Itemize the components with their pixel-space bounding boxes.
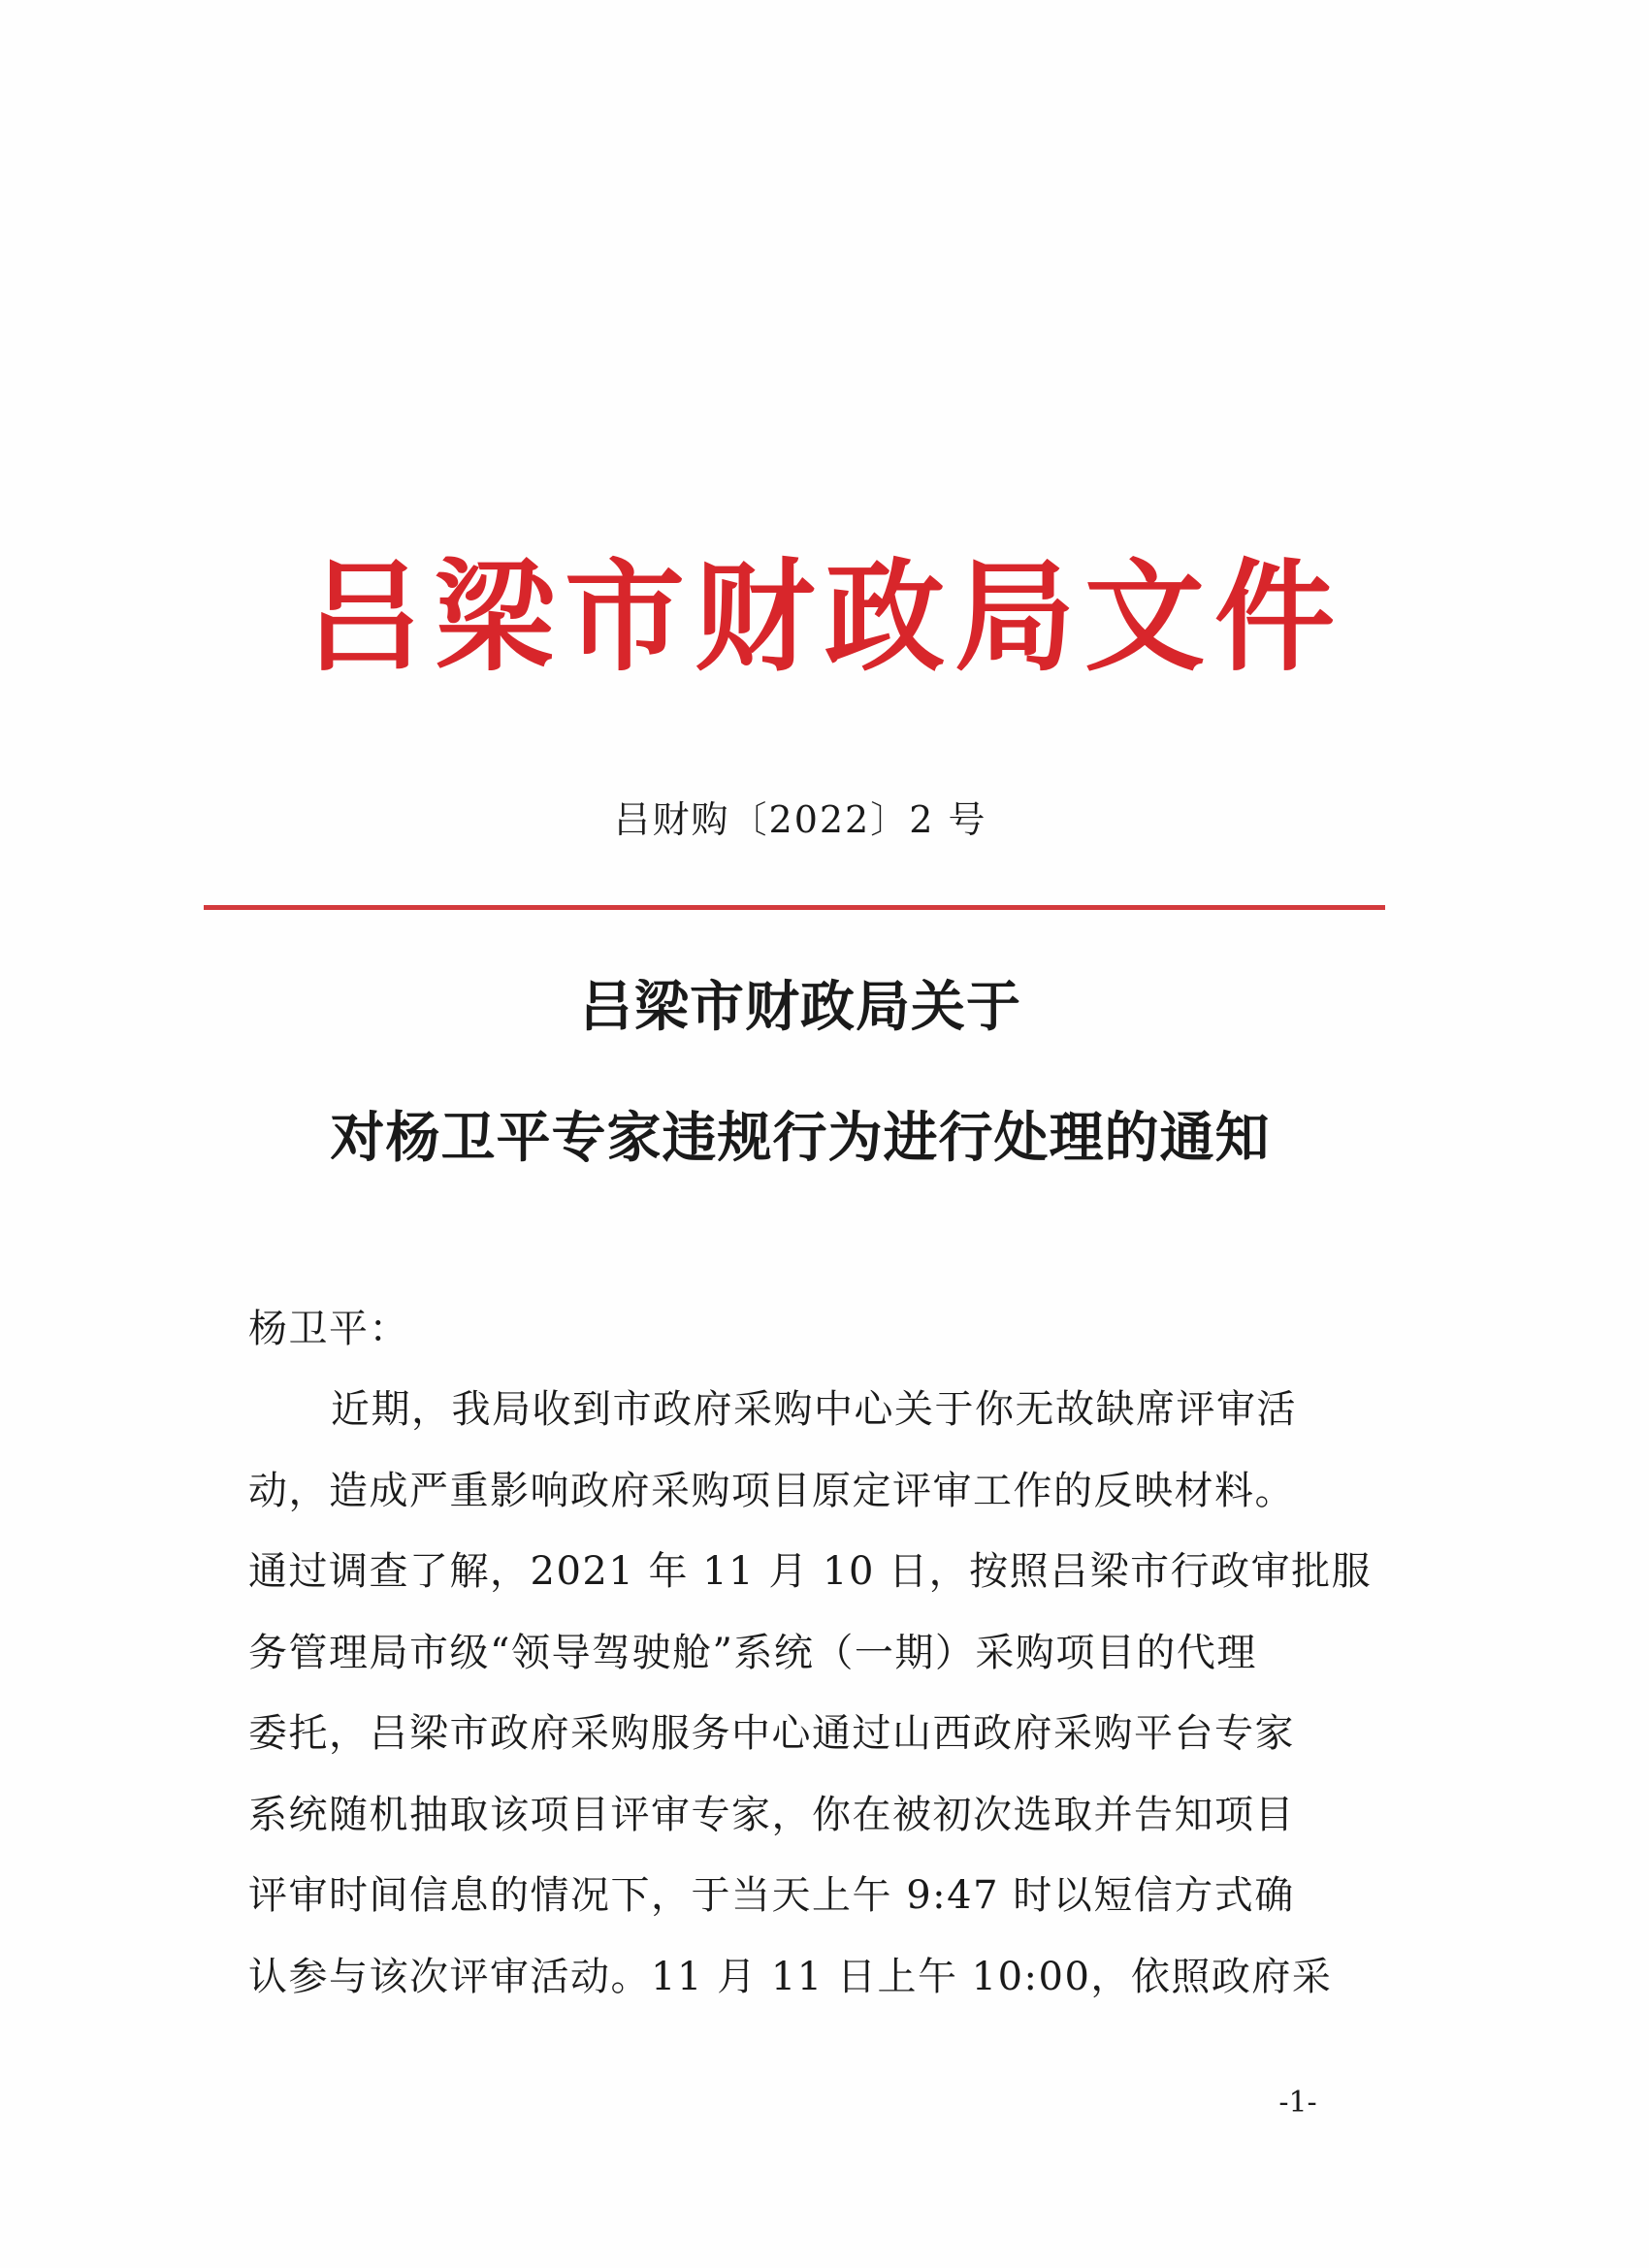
page-number: -1- [1278, 2086, 1317, 2120]
body-line: 近期，我局收到市政府采购中心关于你无故缺席评审活 [331, 1387, 1297, 1432]
body-line: 委托，吕梁市政府采购服务中心通过山西政府采购平台专家 [248, 1711, 1295, 1756]
body-line: 评审时间信息的情况下，于当天上午 9:47 时以短信方式确 [248, 1873, 1295, 1918]
masthead-title: 吕梁市财政局文件 [304, 547, 1344, 688]
body-line: 系统随机抽取该项目评审专家，你在被初次选取并告知项目 [248, 1793, 1295, 1837]
notice-title-line-2: 对杨卫平专家违规行为进行处理的通知 [330, 1106, 1271, 1170]
body-line: 务管理局市级“领导驾驶舱”系统（一期）采购项目的代理 [248, 1631, 1257, 1675]
red-divider-line [204, 905, 1385, 910]
body-line: 认参与该次评审活动。11 月 11 日上午 10:00，依照政府采 [248, 1955, 1333, 1999]
notice-title-line-1: 吕梁市财政局关于 [579, 975, 1021, 1039]
salutation: 杨卫平： [248, 1307, 409, 1351]
document-number: 吕财购〔2022〕2 号 [613, 798, 987, 841]
body-line: 通过调查了解，2021 年 11 月 10 日，按照吕梁市行政审批服 [248, 1549, 1373, 1594]
body-line: 动，造成严重影响政府采购项目原定评审工作的反映材料。 [248, 1469, 1295, 1513]
